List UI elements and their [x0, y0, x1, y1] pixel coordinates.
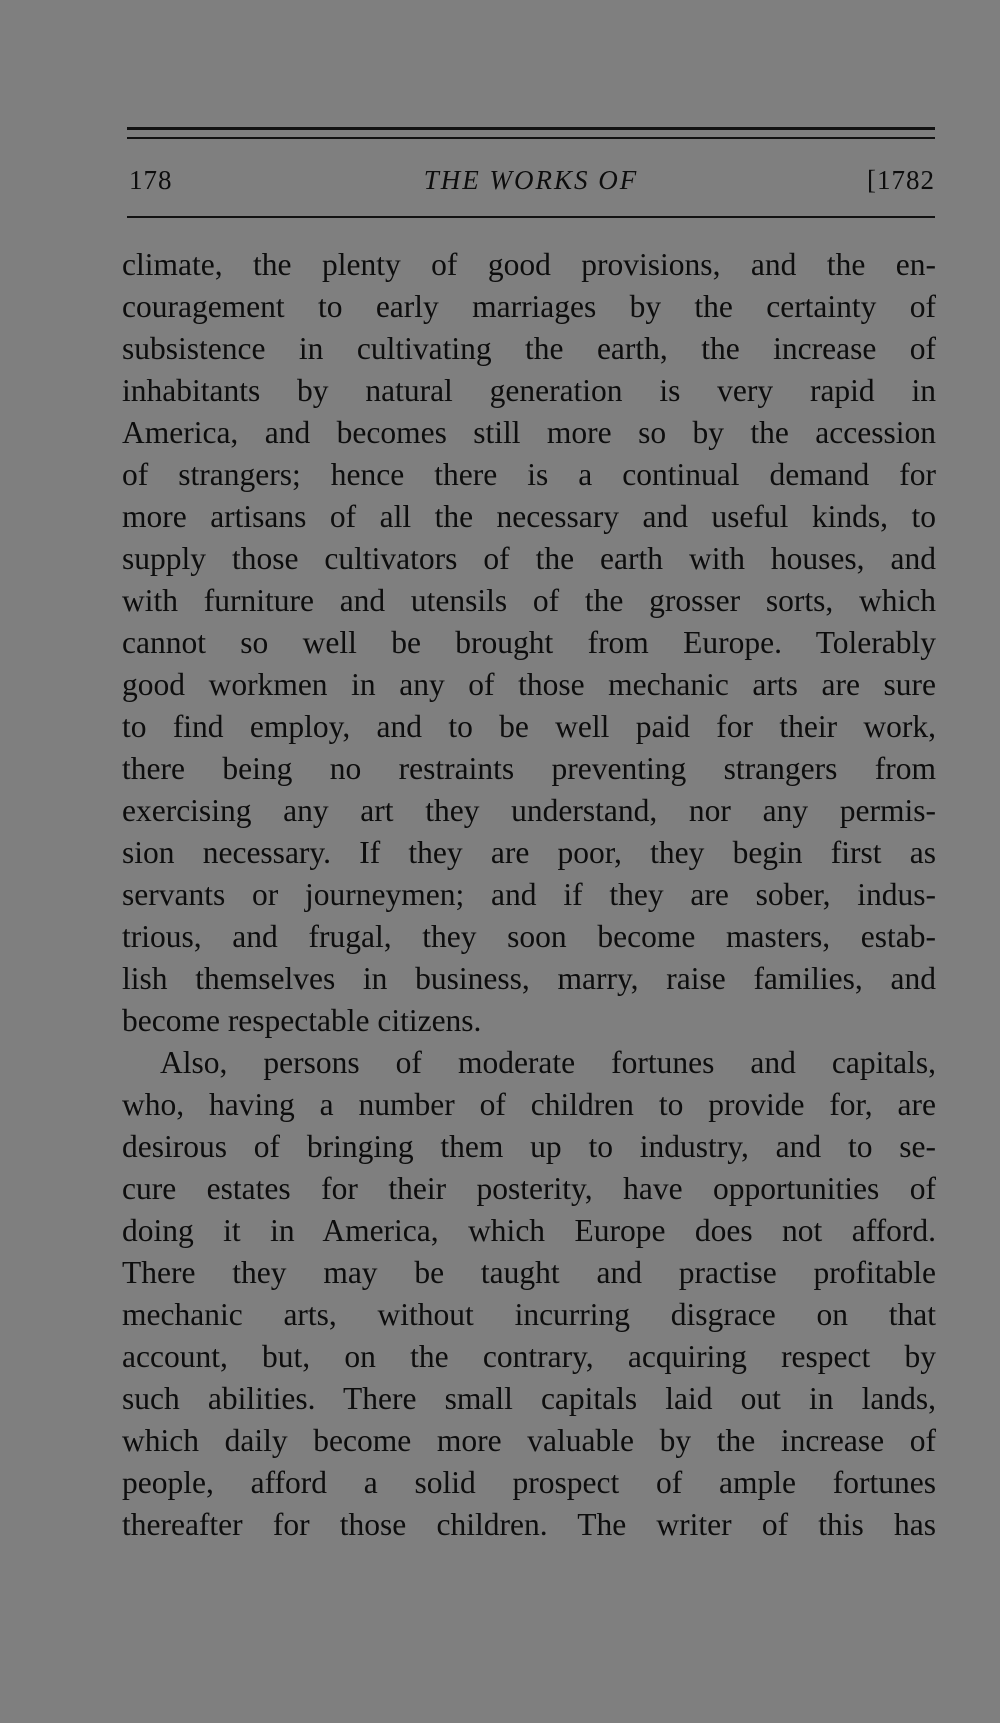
header-bottom-rule [127, 216, 935, 218]
running-title: THE WORKS OF [423, 165, 639, 195]
text-line: more artisans of all the necessary and useful kinds, to [122, 499, 936, 534]
text-line: to find employ, and to be well paid for their work, [122, 709, 936, 744]
text-line: with furniture and utensils of the grosser sorts, which [122, 583, 936, 618]
text-line: mechanic arts, without incurring disgrace on that [122, 1297, 936, 1332]
text-line: climate, the plenty of good provisions, and the en- [122, 247, 936, 282]
text-line: lish themselves in business, marry, raise families, and [122, 961, 936, 996]
text-line: thereafter for those children. The writer of this has [122, 1507, 936, 1542]
running-header [127, 158, 935, 202]
text-line: supply those cultivators of the earth with houses, and [122, 541, 936, 576]
page-number: 178 [129, 165, 173, 195]
header-year: [1782 [867, 165, 935, 195]
text-line: inhabitants by natural generation is very rapid in [122, 373, 936, 408]
text-line: people, afford a solid prospect of ample fortunes [122, 1465, 936, 1500]
text-line: of strangers; hence there is a continual demand for [122, 457, 936, 492]
body-text [122, 244, 936, 1546]
text-line: desirous of bringing them up to industry, and to se- [122, 1129, 936, 1164]
text-line: become respectable citizens. [122, 1003, 482, 1038]
text-line: cannot so well be brought from Europe. Tolerably [122, 625, 936, 660]
text-line: subsistence in cultivating the earth, the increase of [122, 331, 936, 366]
text-line: account, but, on the contrary, acquiring respect by [122, 1339, 936, 1374]
text-line: exercising any art they understand, nor any permis- [122, 793, 936, 828]
text-line: good workmen in any of those mechanic arts are sure [122, 667, 936, 702]
text-line: there being no restraints preventing strangers from [122, 751, 936, 786]
text-line: There they may be taught and practise profitable [122, 1255, 936, 1290]
header-top-rule [127, 127, 935, 130]
paragraph [122, 244, 936, 1042]
text-line: America, and becomes still more so by the accession [122, 415, 936, 450]
text-line: which daily become more valuable by the increase of [122, 1423, 936, 1458]
text-line: cure estates for their posterity, have opportunities of [122, 1171, 936, 1206]
header-second-rule [127, 137, 935, 139]
text-line: sion necessary. If they are poor, they begin first as [122, 835, 936, 870]
text-line: such abilities. There small capitals laid out in lands, [122, 1381, 936, 1416]
text-line: who, having a number of children to provide for, are [122, 1087, 936, 1122]
paragraph [122, 1042, 936, 1546]
text-line: Also, persons of moderate fortunes and capitals, [160, 1045, 936, 1080]
text-line: servants or journeymen; and if they are sober, indus- [122, 877, 936, 912]
text-line: couragement to early marriages by the certainty of [122, 289, 936, 324]
text-line: trious, and frugal, they soon become masters, estab- [122, 919, 936, 954]
text-line: doing it in America, which Europe does not afford. [122, 1213, 936, 1248]
